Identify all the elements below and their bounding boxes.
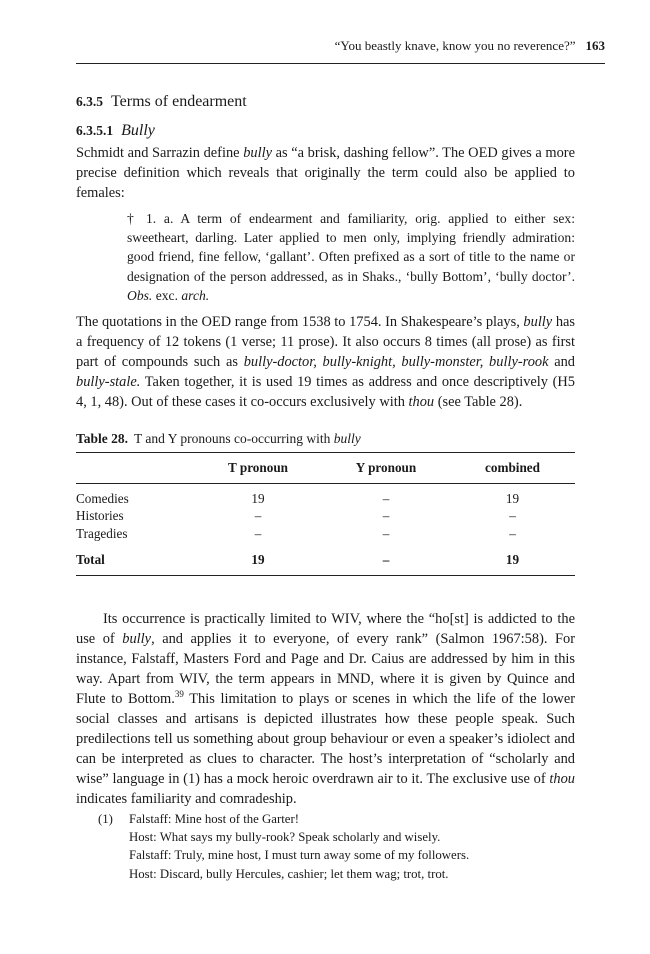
table-header-cell: Y pronoun (322, 453, 450, 484)
quote-obs: Obs. (127, 287, 153, 303)
section-heading (76, 93, 247, 111)
para2-text-2: has a frequency of 12 tokens (1 verse; 11 prose). It also occurs 8 times (all prose) as first part of compounds such as (76, 314, 575, 370)
table-cell: – (322, 543, 450, 576)
example-number: (1) (98, 812, 113, 826)
subsection-heading (76, 122, 155, 140)
para3-italic-2: thou (549, 771, 575, 787)
table-row (76, 525, 575, 543)
table-cell: – (382, 490, 390, 506)
running-head (335, 38, 605, 54)
footnote-ref: 39 (174, 689, 184, 700)
para1-term: bully (243, 145, 272, 161)
table-cell: – (254, 525, 262, 541)
para2-text-5: (see Table 28). (434, 394, 523, 410)
para2-text-1: The quotations in the OED range from 1538 to 1754. In Shakespeare’s plays, (76, 314, 524, 330)
para2-text-3: and (548, 354, 575, 370)
table-label: Table 28. (76, 431, 129, 446)
section-number: 6.3.5 (76, 94, 103, 109)
para2-italic-4: thou (408, 394, 435, 410)
quote-exc: exc. (152, 287, 182, 303)
para3-text-1: Its occurrence is practically limited to WIV, where the “ho[st] is addicted to the use of (76, 611, 575, 647)
quote-arch: arch. (181, 287, 210, 303)
example-lines (129, 810, 549, 883)
paragraph-occurrence (76, 609, 575, 809)
running-title: “You beastly knave, know you no reverence?” (334, 38, 576, 53)
table-header-cell (76, 453, 194, 484)
para2-italic-3: bully-stale. (76, 374, 141, 390)
example-line: Host: Discard, bully Hercules, cashier; let them wag; trot, trot. (129, 866, 449, 881)
para2-italic-1: bully (523, 314, 553, 330)
table-row (76, 484, 575, 508)
table-header-cell: T pronoun (194, 453, 322, 484)
table-header-cell: combined (450, 453, 575, 484)
subsection-title: Bully (121, 122, 155, 139)
table-cell: 19 (505, 490, 520, 506)
table-cell: 19 (251, 490, 265, 506)
table-cell: 19 (450, 543, 575, 576)
table-header-row (76, 453, 575, 484)
table-cell: – (382, 525, 390, 541)
section-title: Terms of endearment (111, 93, 247, 110)
paragraph-quotations (76, 312, 575, 412)
example-line: Falstaff: Mine host of the Garter! (129, 812, 299, 826)
subsection-number: 6.3.5.1 (76, 123, 114, 138)
para1-text-c: as “a brisk, dashing fellow”. The OED gives a more precise definition which reveals that originally the term could also be applied to females: (76, 145, 575, 201)
page-number: 163 (585, 38, 605, 53)
paragraph-definition (76, 143, 575, 203)
table-cell: Total (76, 543, 194, 576)
para3-italic-1: bully (122, 631, 152, 647)
para3-text-2: , and applies it to everyone, of every rank” (Salmon 1967:58). For instance, Falstaff, Masters Ford and Page and Dr. Caius are addressed by him in this way. Apart from WIV, the term appears in MND, where it is given by Quince and Flute to Bottom. (76, 631, 575, 707)
table-caption-italic: bully (333, 431, 361, 446)
table-cell: 19 (194, 543, 322, 576)
table-caption (76, 431, 361, 447)
example-line: Falstaff: Truly, mine host, I must turn away some of my followers. (129, 848, 470, 863)
table-cell: – (254, 508, 262, 524)
para3-text-4: indicates familiarity and comradeship. (76, 791, 297, 807)
table-cell: – (509, 525, 516, 541)
table-cell: – (509, 508, 516, 524)
table-cell: Comedies (76, 490, 129, 506)
table-cell: – (382, 508, 390, 524)
table-row (76, 508, 575, 526)
oed-block-quote (127, 209, 575, 305)
para1-text-a: Schmidt and Sarrazin define (76, 145, 244, 161)
pronoun-table (76, 452, 575, 576)
para2-text-4: Taken together, it is used 19 times as address and once descriptively (H5 4, 1, 48). Out of these cases it co-occurs exclusively with (76, 374, 575, 410)
table-caption-text: T and Y pronouns co-occurring with (134, 431, 334, 446)
table-cell: Histories (76, 508, 124, 524)
table-total-row (76, 543, 575, 576)
header-rule (76, 63, 605, 64)
example-line: Host: What says my bully-rook? Speak scholarly and wisely. (129, 830, 441, 845)
table-cell: Tragedies (76, 525, 128, 541)
para3-text-3: This limitation to plays or scenes in which the life of the lower social classes and artisans is depicted illustrates how these people speak. Such predilections tell us something about group behaviour or even a speaker’s idiolect and can be interpreted as clues to character. The host’s interpretation of “scholarly and wise” language in (1) has a mock heroic overdrawn air to it. The exclusive use of (76, 691, 576, 787)
quote-main: † 1. a. A term of endearment and familiarity, orig. applied to either sex: sweetheart, darling. Later applied to men only, implying friendly admiration: good friend, fine fellow, ‘gallant’. Often prefixed as a sort of title to the name or designation of the person addressed, as in Shaks., ‘bully Bottom’, ‘bully doctor’. (127, 211, 575, 284)
para2-italic-2: bully-doctor, bully-knight, bully-monster, bully-rook (243, 354, 549, 370)
